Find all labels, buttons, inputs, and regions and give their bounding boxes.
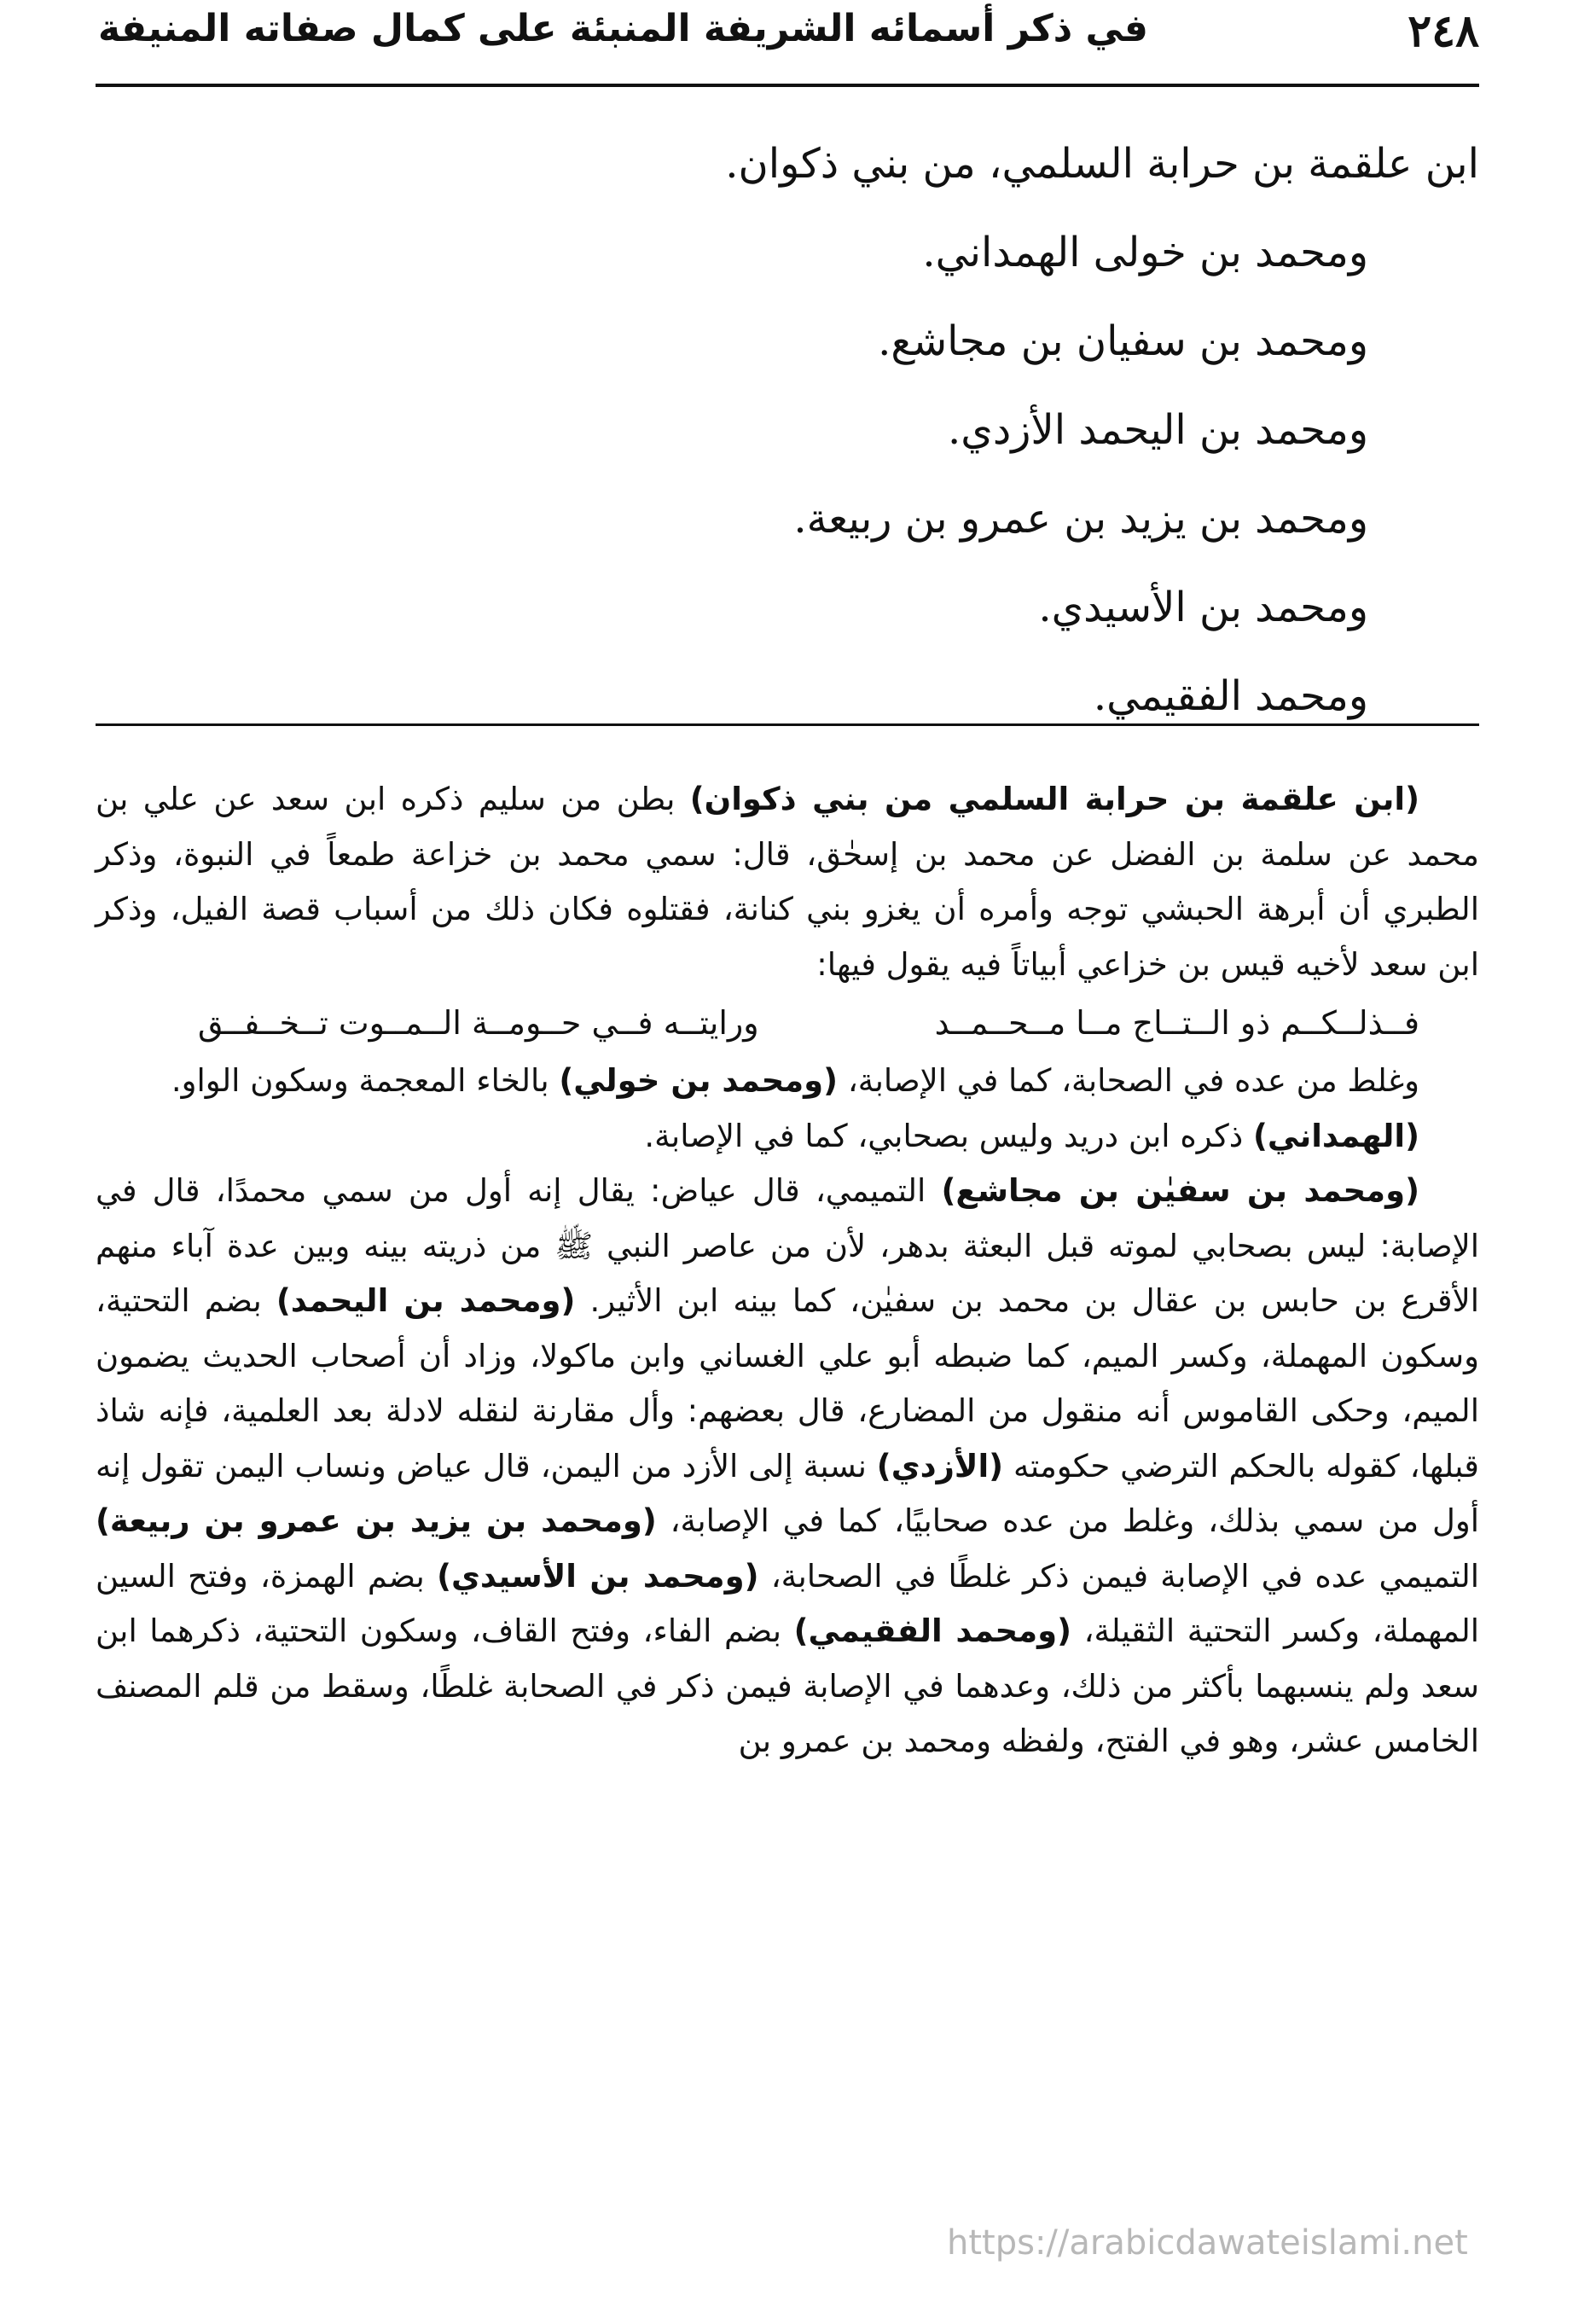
commentary-paragraph bbox=[96, 1164, 1479, 1769]
lemma: (ومحمد بن سفيٰن بن مجاشع) bbox=[941, 1172, 1419, 1209]
main-line: ومحمد بن الأسيدي. bbox=[1038, 584, 1368, 631]
commentary-text: بضم الهمزة، وفتح السين المهملة، وكسر التحتية الثقيلة، bbox=[96, 1557, 1479, 1649]
main-line: ابن علقمة بن حرابة السلمي، من بني ذكوان. bbox=[725, 140, 1479, 188]
verse-hemistich-first: فــذلــكــم ذو الــتــاج مــا مــحــمــد bbox=[934, 1004, 1419, 1042]
commentary-text: بضم الفاء، وفتح القاف، وسكون التحتية، ذكرهما ابن سعد ولم ينسبهما بأكثر من ذلك، وعدهما في الإصابة فيمن ذكر في الصحابة غلطًا، وسقط من قلم المصنف الخامس عشر، وهو في الفتح، ولفظه ومحمد بن عمرو بن bbox=[96, 1612, 1479, 1759]
lemma: (ومحمد بن الأسيدي) bbox=[437, 1557, 759, 1595]
commentary-text: بطن من سليم ذكره ابن سعد عن علي بن محمد عن سلمة بن الفضل عن محمد بن إسحٰق، قال: سمي محمد بن خزاعة طمعاً في النبوة، وذكر الطبري أن أبرهة الحبشي توجه وأمره أن يغزو بني كنانة، فقتلوه فكان ذلك من أسباب قصة الفيل، وذكر ابن سعد لأخيه قيس بن خزاعي أبياتاً فيه يقول فيها: bbox=[96, 781, 1479, 983]
page-number: ٢٤٨ bbox=[1408, 5, 1479, 57]
commentary-text: التميمي، قال عياض: يقال إنه أول من سمي محمدًا، قال في الإصابة: ليس بصحابي لموته قبل البعثة بدهر، لأن من عاصر النبي ﷺ من ذريته بينه وبين عدة آباء منهم الأقرع بن حابس بن عقال بن محمد بن سفيٰن، كما بينه ابن الأثير. bbox=[96, 1172, 1480, 1319]
running-title: في ذكر أسمائه الشريفة المنبئة على كمال صفاته المنيفة bbox=[98, 7, 1148, 50]
commentary-text: التميمي عده في الإصابة فيمن ذكر غلطًا في الصحابة، bbox=[758, 1557, 1480, 1595]
commentary-text: ذكره ابن دريد وليس بصحابي، كما في الإصابة. bbox=[644, 1117, 1253, 1154]
watermark: https://arabicdawateislami.net bbox=[947, 2223, 1468, 2263]
header-rule bbox=[96, 84, 1479, 87]
commentary-paragraph bbox=[96, 1054, 1479, 1109]
main-line: ومحمد بن سفيان بن مجاشع. bbox=[878, 317, 1368, 365]
commentary-text: وغلط من عده في الصحابة، كما في الإصابة، bbox=[838, 1062, 1419, 1099]
main-text bbox=[96, 119, 1479, 741]
commentary-paragraph bbox=[96, 772, 1479, 992]
commentary-text: بالخاء المعجمة وسكون الواو. bbox=[171, 1062, 560, 1099]
main-line: ومحمد بن خولى الهمداني. bbox=[922, 229, 1368, 276]
lemma: (ومحمد بن يزيد بن عمرو بن ربيعة) bbox=[96, 1502, 657, 1539]
verse-hemistich-second: ورايتــه فــي حــومــة الــمــوت تــخــفــق bbox=[198, 1004, 759, 1042]
commentary bbox=[96, 772, 1479, 1769]
lemma: (ابن علقمة بن حرابة السلمي من بني ذكوان) bbox=[689, 781, 1419, 817]
lemma: (الهمداني) bbox=[1252, 1117, 1419, 1154]
lemma: (الأزدي) bbox=[876, 1447, 1004, 1484]
lemma: (ومحمد بن اليحمد) bbox=[276, 1282, 576, 1319]
commentary-text: نسبة إلى الأزد من اليمن، قال عياض ونساب اليمن تقول إنه أول من سمي بذلك، وغلط من عده صحابيًا، كما في الإصابة، bbox=[96, 1447, 1479, 1539]
page-header bbox=[98, 0, 1479, 61]
lemma: (ومحمد بن خولي) bbox=[559, 1062, 839, 1099]
lemma: (ومحمد الفقيمي) bbox=[793, 1612, 1072, 1649]
main-line: ومحمد الفقيمي. bbox=[1093, 672, 1368, 720]
main-line: ومحمد بن اليحمد الأزدي. bbox=[948, 406, 1368, 454]
poetry-verse bbox=[96, 992, 1479, 1054]
main-line: ومحمد بن يزيد بن عمرو بن ربيعة. bbox=[793, 495, 1368, 543]
separator-rule bbox=[96, 723, 1479, 726]
commentary-text: بضم التحتية، وسكون المهملة، وكسر الميم، كما ضبطه أبو علي الغساني وابن ماكولا، وزاد أن أصحاب الحديث يضمون الميم، وحكى القاموس أنه منقول من المضارع، قال بعضهم: وأل مقارنة لنقله لادلة بعد العلمية، فإنه شاذ قبلها، كقوله بالحكم الترضي حكومته bbox=[96, 1282, 1479, 1484]
commentary-paragraph bbox=[96, 1109, 1479, 1165]
